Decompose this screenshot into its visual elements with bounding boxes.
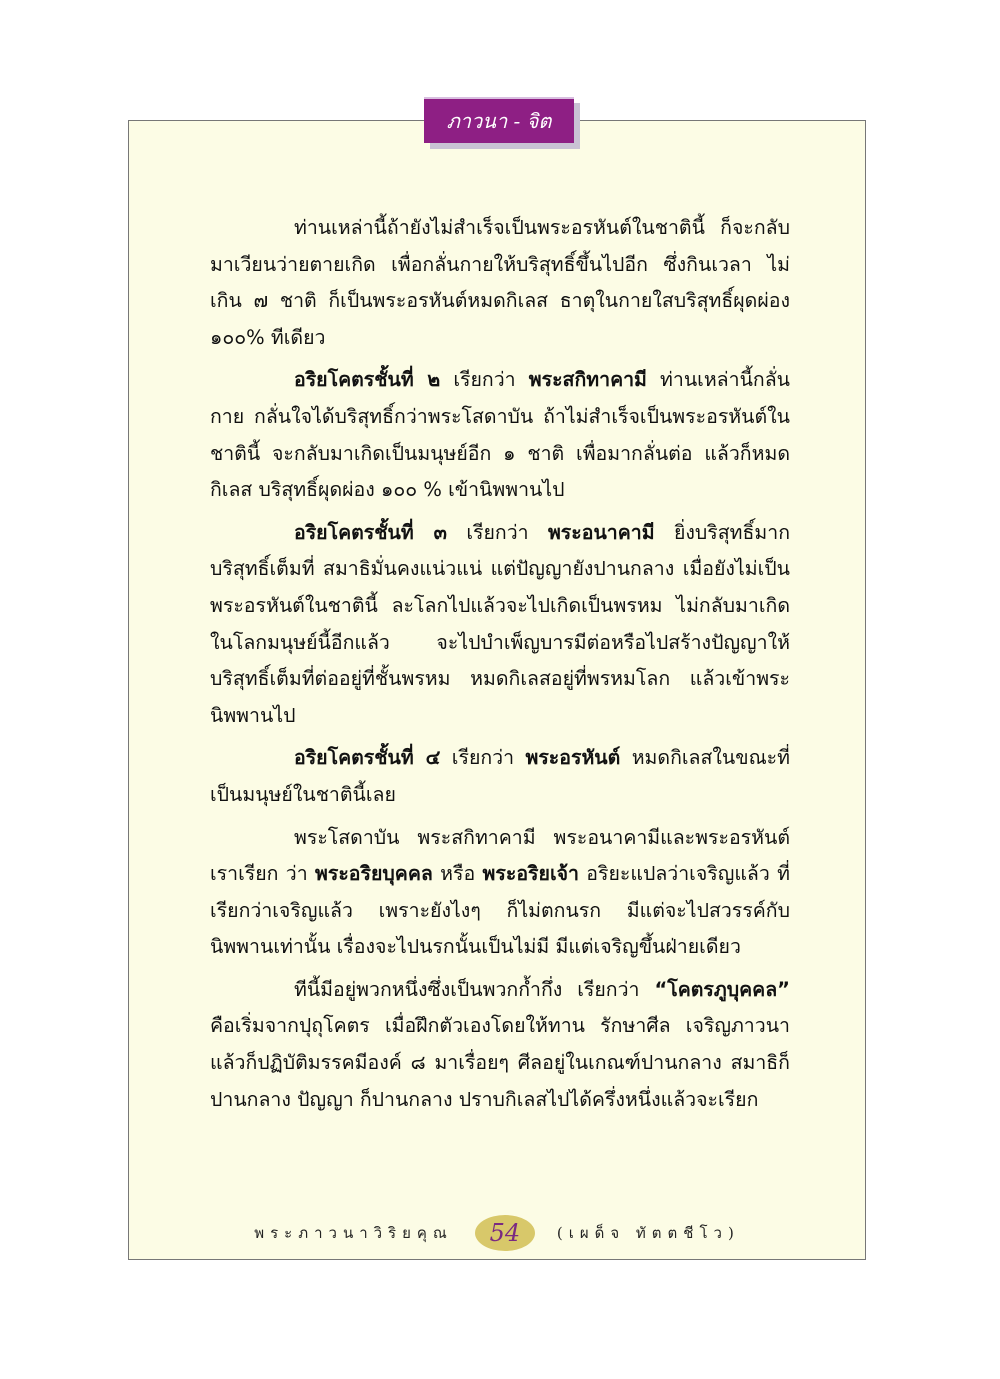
page-number: 54 [475,1215,535,1251]
footer-author: (เผด็จ ทัตตชีโว) [556,1224,740,1242]
bold-term: พระสกิทาคามี [528,368,647,392]
paragraph-text: ยิ่งบริสุทธิ์มาก บริสุทธิ์เต็มที่ สมาธิมั่นคงแน่วแน่ แต่ปัญญายังปานกลาง เมื่อยังไม่เป็นพระอรหันต์ในชาตินี้ ละโลกไปแล้วจะไปเกิดเป็นพรหม ไม่กลับมาเกิดในโลกมนุษย์นี้อีกแล้ว จะไปบำเพ็ญบารมีต่อหรือไปสร้างปัญญาให้บริสุทธิ์เต็มที่ต่ออยู่ที่ชั้นพรหม หมดกิเลสอยู่ที่พรหมโลก แล้วเข้าพระนิพพานไป [210,520,791,727]
body-text [210,210,790,1124]
paragraph [210,820,790,966]
paragraph-text: ท่านเหล่านี้ถ้ายังไม่สำเร็จเป็นพระอรหันต์ในชาตินี้ ก็จะกลับมาเวียนว่ายตายเกิด เพื่อกลั่นกายให้บริสุทธิ์ขึ้นไปอีก ซึ่งกินเวลา ไม่เกิน ๗ ชาติ ก็เป็นพระอรหันต์หมดกิเลส ธาตุในกายใสบริสุทธิ์ผุดผ่อง ๑๐๐% ทีเดียว [210,216,790,349]
paragraph-text: หมดกิเลสในขณะที่เป็นมนุษย์ในชาตินี้เลย [210,746,790,806]
bold-term: อริยโคตรชั้นที่ ๔ [294,746,441,770]
bold-term: อริยโคตรชั้นที่ ๒ [294,368,441,392]
paragraph [210,210,790,356]
bold-term: พระอรหันต์ [525,746,621,770]
paragraph-text: พระโสดาบัน พระสกิทาคามี พระอนาคามีและพระอรหันต์ เราเรียก ว่า [210,825,790,886]
section-tab-label: ภาวนา - จิต [446,109,552,133]
paragraph-text: เรียกว่า [440,368,529,392]
paragraph-text: อริยะแปลว่าเจริญแล้ว ที่เรียกว่าเจริญแล้ว เพราะยังไงๆ ก็ไม่ตกนรก มีแต่จะไปสวรรค์กับนิพพานเท่านั้น เรื่องจะไปนรกนั้นเป็นไม่มี มีแต่เจริญขึ้นฝ่ายเดียว [210,862,791,959]
paragraph [210,740,790,813]
paragraph [210,362,790,508]
paragraph-text: ท่านเหล่านี้กลั่นกาย กลั่นใจได้บริสุทธิ์กว่าพระโสดาบัน ถ้าไม่สำเร็จเป็นพระอรหันต์ในชาตินี้ จะกลับมาเกิดเป็นมนุษย์อีก ๑ ชาติ เพื่อมากลั่นต่อ แล้วก็หมดกิเลส บริสุทธิ์ผุดผ่อง ๑๐๐ % เข้านิพพานไป [210,368,791,502]
bold-term: อริยโคตรชั้นที่ ๓ [294,520,447,544]
bold-term: “โคตรภูบุคคล” [654,977,790,1001]
bold-term: พระอริยบุคคล [315,862,433,886]
page-footer [128,1208,866,1258]
paragraph-text: เรียกว่า [440,746,526,770]
footer-book-title: พระภาวนาวิริยคุณ [254,1224,453,1242]
paragraph-text: ทีนี้มีอยู่พวกหนึ่งซึ่งเป็นพวกก้ำกึ่ง เรียกว่า [294,977,655,1001]
paragraph-text: หรือ [432,862,483,886]
bold-term: พระอนาคามี [547,520,655,544]
paragraph [210,515,790,735]
paragraph-text: คือเริ่มจากปุถุโคตร เมื่อฝึกตัวเองโดยให้ทาน รักษาศีล เจริญภาวนา แล้วก็ปฏิบัติมรรคมีองค์ ๘ มาเรื่อยๆ ศีลอยู่ในเกณฑ์ปานกลาง สมาธิก็ปานกลาง ปัญญา ก็ปานกลาง ปราบกิเลสไปได้ครึ่งหนึ่งแล้วจะเรียก [210,1014,790,1111]
section-tab [424,97,574,143]
paragraph [210,972,790,1118]
paragraph-text: เรียกว่า [446,520,548,544]
bold-term: พระอริยเจ้า [482,862,579,886]
